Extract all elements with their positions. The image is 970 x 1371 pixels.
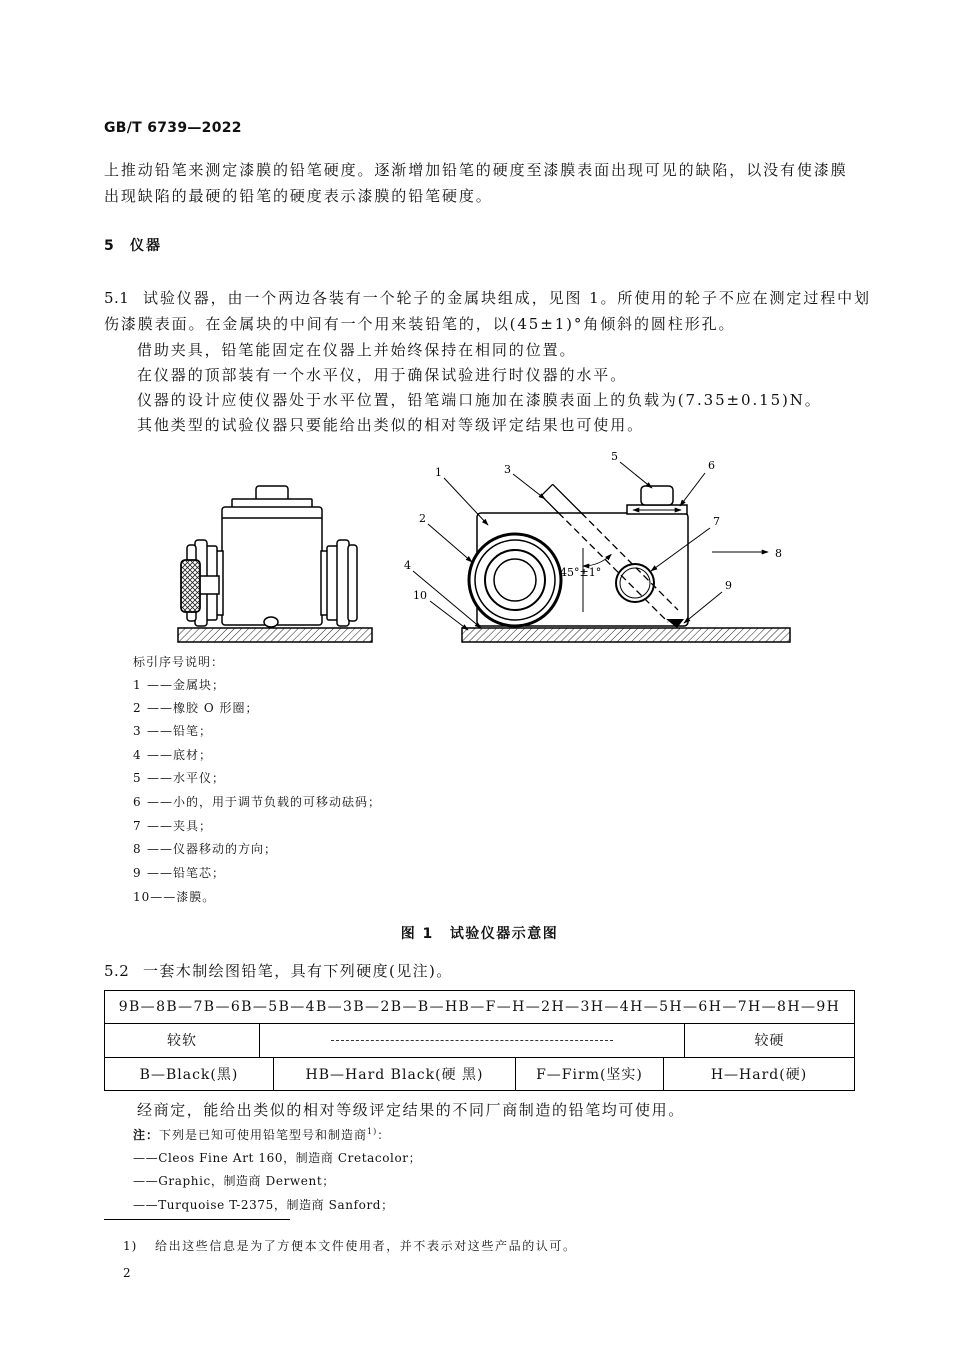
callout-9: 9 (725, 579, 732, 592)
leader-9 (684, 592, 722, 623)
key-description: ——橡胶 O 形圈； (147, 701, 259, 715)
callout-6: 6 (708, 459, 715, 472)
note-text: 下列是已知可使用铅笔型号和制造商 (159, 1128, 368, 1142)
clause-5-1-line-1: 试验仪器，由一个两边各装有一个轮子的金属块组成，见图 1。所使用的轮子不应在测定过程中划 (143, 289, 871, 307)
right-wheel (321, 540, 357, 626)
figure-caption-label: 图 1 (400, 926, 434, 942)
key-number: 10 (133, 890, 151, 904)
clause-5-1-paragraph-other: 其他类型的试验仪器只要能给出类似的相对等级评定结果也可使用。 (137, 416, 645, 434)
footnote-rule (104, 1219, 290, 1220)
table-row-direction (105, 1023, 854, 1056)
footnote-text: 给出这些信息是为了方便本文件使用者，并不表示对这些产品的认可。 (155, 1239, 577, 1253)
grade-cell-f: F—Firm(坚实) (515, 1058, 663, 1090)
clause-5-2-number: 5.2 (104, 962, 130, 980)
callout-3: 3 (504, 463, 511, 476)
clause-5-1-paragraph-clamp: 借助夹具，铅笔能固定在仪器上并始终保持在相同的位置。 (137, 341, 577, 359)
key-number: 9 (133, 866, 142, 880)
key-number: 8 (133, 842, 142, 856)
pencil-hardness-table (104, 990, 855, 1091)
substrate-plate (462, 628, 790, 642)
table-row-grades (105, 1057, 854, 1090)
clause-5-1-paragraph-level: 在仪器的顶部装有一个水平仪，用于确保试验进行时仪器的水平。 (137, 366, 628, 384)
key-description: ——水平仪； (147, 771, 226, 785)
callout-8: 8 (775, 547, 782, 560)
footnote-marker: 1) (123, 1239, 138, 1253)
callout-5: 5 (611, 450, 618, 463)
intro-line-2: 出现缺陷的最硬的铅笔的硬度表示漆膜的铅笔硬度。 (104, 187, 493, 205)
key-number: 5 (133, 771, 142, 785)
figure-key-item (133, 769, 225, 787)
figure-key-item (133, 699, 258, 717)
callout-10: 10 (413, 589, 427, 602)
figure-key-item (133, 817, 212, 835)
leader-10 (430, 601, 468, 630)
figure-key-item (133, 676, 225, 694)
figure-key-title: 标引序号说明： (133, 655, 225, 669)
key-description: ——仪器移动的方向； (147, 842, 278, 856)
figure-key-item (133, 746, 212, 764)
figure-caption-title: 试验仪器示意图 (449, 926, 559, 942)
harder-label-cell: 较硬 (684, 1024, 854, 1056)
note-colon: ： (377, 1128, 391, 1142)
key-number: 2 (133, 701, 142, 715)
softer-label-cell: 较软 (167, 1033, 197, 1050)
front-view-drawing (462, 484, 790, 642)
key-description: ——漆膜。 (150, 890, 216, 904)
grade-cell-h: H—Hard(硬) (663, 1058, 854, 1090)
callout-1: 1 (435, 466, 442, 479)
clause-5-1-number: 5.1 (104, 289, 130, 307)
leader-5 (620, 462, 652, 488)
figure-key-item (133, 793, 381, 811)
dashed-range-cell (259, 1024, 684, 1056)
note-footnote-ref: 1) (367, 1127, 378, 1136)
figure-key-item (133, 840, 277, 858)
grade-cell-b: B—Black(黑) (139, 1066, 239, 1083)
clause-5-1-paragraph-load: 仪器的设计应使仪器处于水平位置，铅笔端口施加在漆膜表面上的负载为(7.35±0.15)N。 (137, 391, 822, 409)
key-number: 4 (133, 748, 142, 762)
clause-5-2-text: 一套木制绘图铅笔，具有下列硬度(见注)。 (143, 962, 453, 980)
section-5-number: 5 (104, 238, 114, 254)
angle-label: 45°±1° (560, 566, 602, 579)
level-knob (641, 486, 673, 505)
substrate-plate (178, 628, 372, 642)
table-row-scale (105, 991, 854, 1023)
key-description: ——铅笔； (147, 724, 213, 738)
key-description: ——金属块； (147, 678, 226, 692)
leader-2 (428, 524, 472, 562)
figure-1-schematic (0, 440, 970, 650)
note-item-turquoise: ——Turquoise T-2375，制造商 Sanford； (133, 1198, 394, 1212)
key-number: 3 (133, 724, 142, 738)
callout-2: 2 (419, 512, 426, 525)
pencil-tip-dome (264, 617, 278, 627)
key-description: ——夹具； (147, 819, 213, 833)
grade-cell-hb: HB—Hard Black(硬 黑) (273, 1058, 515, 1090)
intro-line-1: 上推动铅笔来测定漆膜的铅笔硬度。逐渐增加铅笔的硬度至漆膜表面出现可见的缺陷，以没有使漆膜 (104, 161, 848, 179)
figure-caption (104, 924, 855, 944)
callout-4: 4 (404, 559, 411, 572)
section-5-title: 仪器 (130, 238, 162, 254)
note-item-cleos: ——Cleos Fine Art 160，制造商 Cretacolor； (133, 1151, 422, 1165)
document-id-header: GB/T 6739—2022 (104, 120, 242, 136)
agreement-paragraph: 经商定，能给出类似的相对等级评定结果的不同厂商制造的铅笔均可使用。 (137, 1101, 685, 1119)
key-number: 7 (133, 819, 142, 833)
note-line (133, 1126, 390, 1144)
leader-3 (513, 474, 545, 499)
key-description: ——铅笔芯； (147, 866, 226, 880)
note-label: 注： (133, 1128, 160, 1142)
figure-key-item (133, 722, 212, 740)
note-item-graphic: ——Graphic，制造商 Derwent； (133, 1174, 335, 1188)
callout-7: 7 (713, 515, 720, 528)
left-wheel (181, 540, 223, 626)
figure-key-item (133, 864, 225, 882)
leader-6 (680, 473, 705, 506)
hardness-scale-cell: 9B—8B—7B—6B—5B—4B—3B—2B—B—HB—F—H—2H—3H—4H—5H—6H—7H—8H—9H (118, 999, 841, 1016)
clamp-knurled-knob (181, 560, 200, 612)
key-description: ——底材； (147, 748, 213, 762)
figure-key-item (133, 888, 215, 906)
leader-1 (444, 478, 488, 525)
side-view-drawing (178, 486, 372, 642)
key-number: 1 (133, 678, 142, 692)
clause-5-1-line-2: 伤漆膜表面。在金属块的中间有一个用来装铅笔的，以(45±1)°角倾斜的圆柱形孔。 (104, 315, 736, 333)
page-number: 2 (123, 1266, 132, 1280)
key-description: ——小的，用于调节负载的可移动砝码； (147, 795, 382, 809)
metal-block (222, 507, 322, 625)
key-number: 6 (133, 795, 142, 809)
rubber-o-ring-wheel (469, 534, 561, 626)
dashed-range-line (331, 1040, 613, 1041)
